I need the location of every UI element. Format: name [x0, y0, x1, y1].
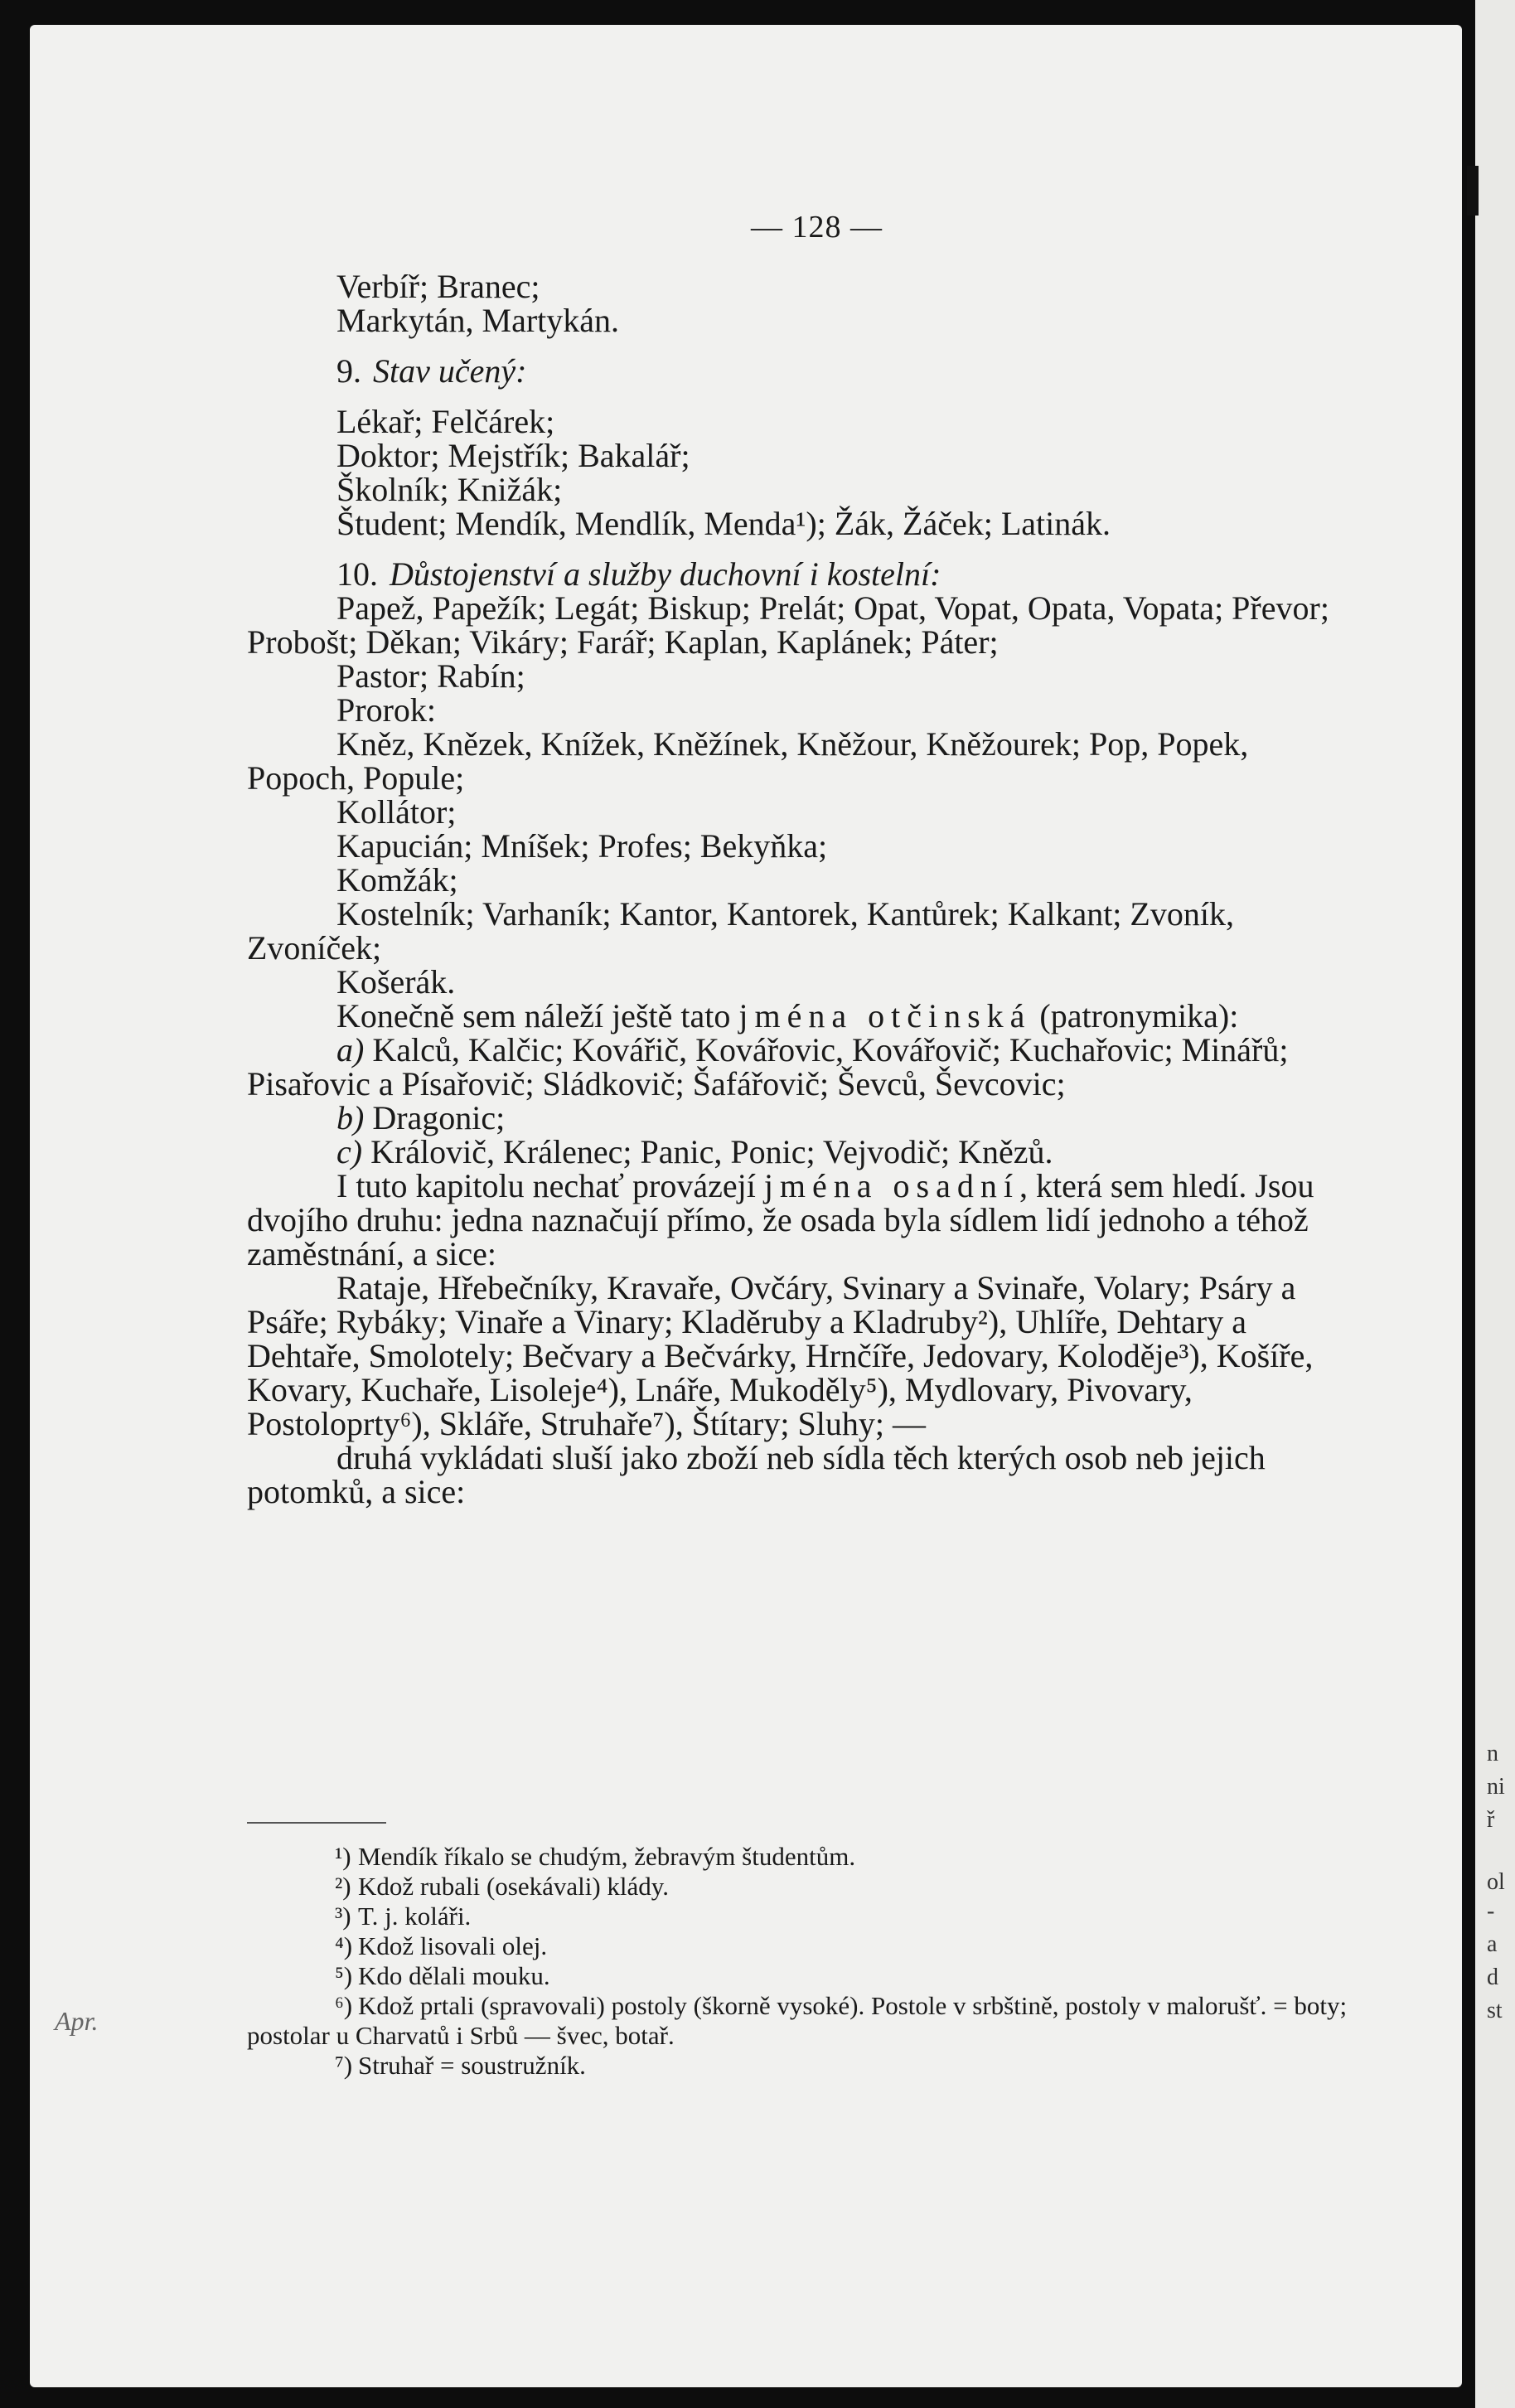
- footnote-marker: ²): [335, 1872, 351, 1901]
- footnote-text: Kdož rubali (osekávali) klády.: [358, 1872, 670, 1901]
- adjacent-fragment: ol: [1487, 1869, 1505, 1895]
- list-marker: b): [336, 1099, 365, 1136]
- text-line: Komžák;: [336, 861, 458, 899]
- footnote-marker: ⁴): [335, 1931, 353, 1960]
- footnote-text: Kdo dělali mouku.: [358, 1961, 550, 1990]
- list-item-c: [247, 1135, 1349, 1169]
- paragraph: [247, 1271, 1349, 1441]
- paragraph: [247, 591, 1349, 659]
- text-line: Markytán, Martykán.: [336, 302, 620, 339]
- list-item-b: [247, 1101, 1349, 1135]
- footnote-text: Struhař = soustružník.: [358, 2051, 586, 2080]
- footnote-text: Kdož prtali (spravovali) postoly (škorně vysoké). Postole v srbštině, postoly v malorušť. = boty; postolar u Charvatů i Srbů — švec, botař.: [247, 1991, 1348, 2050]
- list-text: Kalců, Kalčic; Kovářič, Kovářovic, Kovářovič; Kuchařovic; Minářů; Pisařovic a Písařovič; Sládkovič; Šafářovič; Ševců, Ševcovic;: [247, 1031, 1289, 1102]
- footnote: [247, 1842, 1349, 1872]
- paragraph-text: I tuto kapitolu nechať provázejí: [336, 1167, 764, 1204]
- paragraph-text: (patronymika):: [1031, 997, 1239, 1034]
- adjacent-fragment: ř: [1487, 1807, 1495, 1833]
- paragraph-text: , která sem hledí. Jsou dvojího druhu: jedna naznačují přímo, že osada byla sídlem lidí jednoho a téhož zaměstnání, a sice:: [247, 1167, 1314, 1272]
- handwritten-margin-note: Apr.: [55, 2006, 99, 2036]
- footnote-text: Kdož lisovali olej.: [358, 1931, 548, 1960]
- paragraph-text: Kostelník; Varhaník; Kantor, Kantorek, Kantůrek; Kalkant; Zvoník, Zvoníček;: [247, 895, 1234, 967]
- text-line: Školník; Knižák;: [336, 471, 563, 508]
- text-line: Lékař; Felčárek;: [336, 403, 555, 440]
- list-marker: c): [336, 1133, 363, 1170]
- paragraph: [247, 1169, 1349, 1271]
- footnote: [247, 1961, 1349, 1991]
- footnote: [247, 1991, 1349, 2051]
- list-marker: a): [336, 1031, 365, 1068]
- paragraph: [247, 999, 1349, 1033]
- text-line: Študent; Mendík, Mendlík, Menda¹); Žák, Žáček; Latinák.: [336, 505, 1111, 542]
- footnote-marker: ⁶): [335, 1991, 353, 2020]
- text-line: Košerák.: [336, 963, 456, 1001]
- paragraph-text: druhá vykládati sluší jako zboží neb sídla těch kterých osob neb jejich potomků, a sice:: [247, 1439, 1266, 1510]
- text-line: Prorok:: [336, 691, 436, 729]
- page-number: — 128 —: [751, 210, 883, 245]
- paragraph: [247, 1441, 1349, 1509]
- text-line: Pastor; Rabín;: [336, 657, 525, 695]
- list-text: Dragonic;: [364, 1099, 506, 1136]
- text-line: Kapucián; Mníšek; Profes; Bekyňka;: [336, 827, 828, 865]
- footnote-text: T. j. koláři.: [358, 1902, 472, 1931]
- text-line: Doktor; Mejstřík; Bakalář;: [336, 437, 690, 474]
- list-item-a: [247, 1033, 1349, 1101]
- binding-edge-mark: [1467, 166, 1479, 216]
- adjacent-fragment: n: [1487, 1741, 1498, 1766]
- paragraph-text: Kněz, Knězek, Knížek, Kněžínek, Kněžour, Kněžourek; Pop, Popek, Popoch, Popule;: [247, 725, 1249, 797]
- section-heading-10: [247, 557, 1349, 591]
- paragraph-text: Rataje, Hřebečníky, Kravaře, Ovčáry, Svinary a Svinaře, Volary; Psáry a Psáře; Rybáky; Vinaře a Vinary; Kladěruby a Kladruby²), Uhlíře, Dehtary a Dehtaře, Smolotely; Bečvary a Bečvárky, Hrnčíře, Jedovary, Koloděje³), Košíře, Kovary, Kuchaře, Lisoleje⁴), Lnáře, Mukoděly⁵), Mydlovary, Pivovary, Postoloprty⁶), Skláře, Struhaře⁷), Štítary; Sluhy; —: [247, 1269, 1314, 1442]
- footnote-marker: ¹): [335, 1842, 351, 1871]
- footnote-marker: ⁷): [335, 2051, 353, 2080]
- adjacent-fragment: st: [1487, 1998, 1503, 2023]
- list-text: Královič, Králenec; Panic, Ponic; Vejvodič; Knězů.: [362, 1133, 1053, 1170]
- section-number: 9.: [336, 352, 361, 390]
- adjacent-fragment: d: [1487, 1965, 1498, 1990]
- adjacent-fragment: -: [1487, 1898, 1495, 1924]
- footnote: [247, 1872, 1349, 1902]
- adjacent-fragment: a: [1487, 1931, 1498, 1957]
- footnote-text: Mendík říkalo se chudým, žebravým študentům.: [358, 1842, 856, 1871]
- footnote: [247, 1931, 1349, 1961]
- footnote: [247, 2051, 1349, 2081]
- section-number: 10.: [336, 555, 378, 593]
- footnote-marker: ⁵): [335, 1961, 353, 1990]
- body-text: [247, 269, 1349, 1509]
- spaced-term: jména otčinská: [738, 997, 1032, 1034]
- spaced-term: jména osadní: [763, 1167, 1019, 1204]
- text-line: Verbíř; Branec;: [336, 268, 540, 305]
- section-title: Stav učený:: [373, 352, 527, 390]
- footnotes: [247, 1842, 1349, 2081]
- adjacent-fragment: ni: [1487, 1774, 1505, 1800]
- text-line: Kollátor;: [336, 793, 457, 831]
- paragraph-text: Papež, Papežík; Legát; Biskup; Prelát; Opat, Vopat, Opata, Vopata; Převor; Probošt; Děkan; Vikáry; Farář; Kaplan, Kaplánek; Páter;: [247, 589, 1329, 661]
- paragraph: [247, 897, 1349, 965]
- section-title: Důstojenství a služby duchovní i kostelní:: [390, 555, 941, 593]
- footnote-separator: [247, 1822, 386, 1824]
- footnote: [247, 1902, 1349, 1931]
- paragraph: [247, 727, 1349, 795]
- footnote-marker: ³): [335, 1902, 351, 1931]
- adjacent-page-edge: [1475, 0, 1515, 2408]
- section-heading-9: [247, 354, 1349, 388]
- paragraph-text: Konečně sem náleží ještě tato: [336, 997, 739, 1034]
